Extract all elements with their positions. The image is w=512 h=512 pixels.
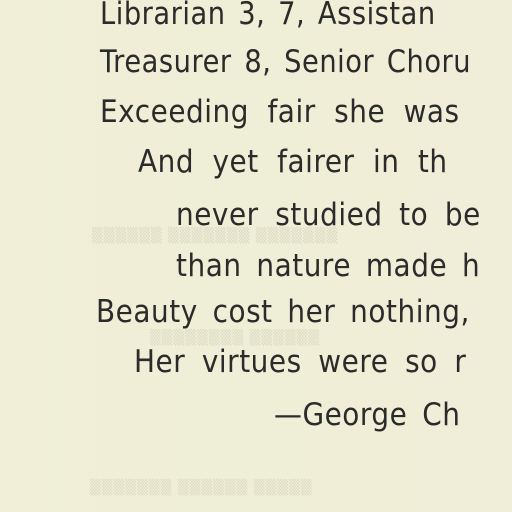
bleed-through-texture: ▒▒▒▒▒▒ ▒▒▒▒▒▒▒ ▒▒▒▒▒▒▒ [92,228,339,244]
quote-line-1: Exceeding fair she was [100,94,460,130]
activity-line-treasurer: Treasurer 8, Senior Choru [100,44,472,80]
quote-attribution: —George Ch [274,397,461,433]
quote-line-5: Beauty cost her nothing, [96,294,470,330]
quote-line-4: than nature made h [176,248,481,284]
bleed-through-texture: ▒▒▒▒▒▒▒▒ ▒▒▒▒▒▒ [150,330,321,346]
bleed-through-texture: ▒▒▒▒▒▒▒ ▒▒▒▒▒▒ ▒▒▒▒▒ [90,480,313,496]
activity-line-librarian: Librarian 3, 7, Assistan [100,0,436,32]
quote-line-3: never studied to be [176,197,481,233]
quote-line-6: Her virtues were so r [134,344,467,380]
quote-line-2: And yet fairer in th [138,144,448,180]
